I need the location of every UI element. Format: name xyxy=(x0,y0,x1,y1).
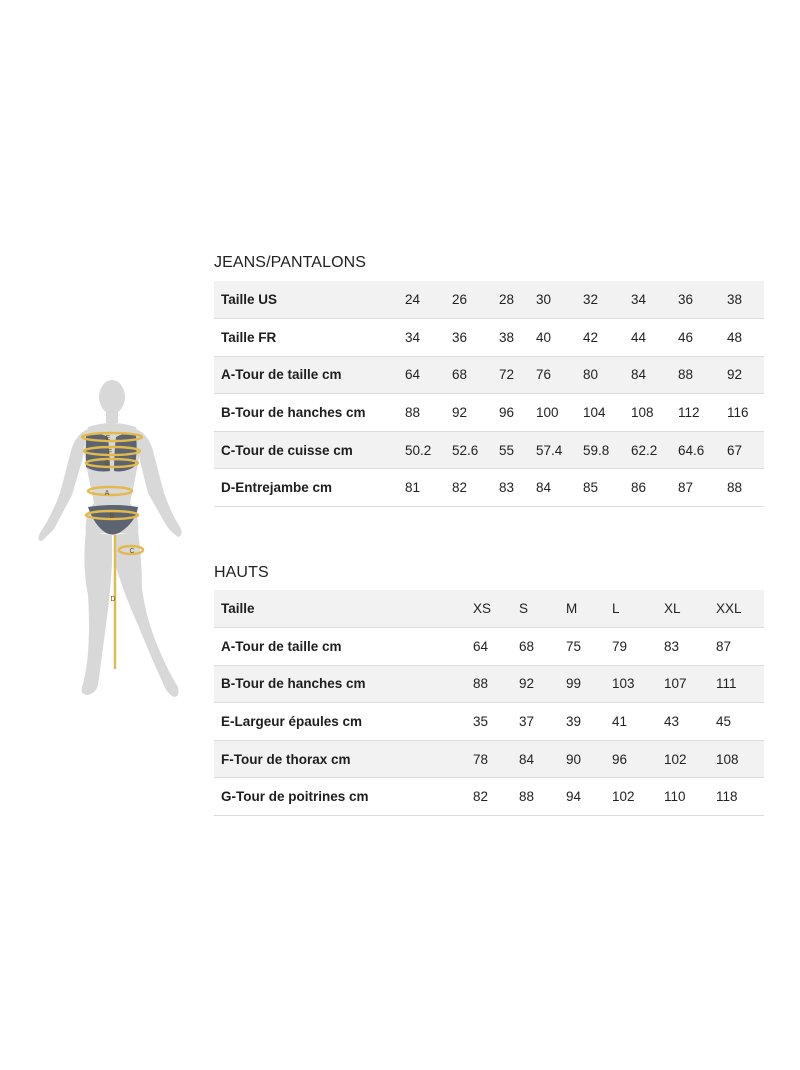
table-cell: 83 xyxy=(499,480,515,496)
table-cell: 88 xyxy=(519,789,535,805)
table-cell: 96 xyxy=(612,751,628,767)
table-cell: 68 xyxy=(452,367,468,383)
table-cell: 30 xyxy=(536,292,552,308)
table-cell: 90 xyxy=(566,751,582,767)
table-cell: 108 xyxy=(716,751,739,767)
table-row xyxy=(214,778,764,816)
body-measurement-figure xyxy=(30,375,190,705)
table-cell: 87 xyxy=(678,480,694,496)
marker-d: D xyxy=(110,596,116,603)
row-label: B-Tour de hanches cm xyxy=(221,405,366,421)
table-cell: 67 xyxy=(727,442,743,458)
table-row xyxy=(214,356,764,394)
table-cell: 103 xyxy=(612,676,635,692)
table-cell: 88 xyxy=(473,676,489,692)
marker-c: C xyxy=(129,548,135,555)
table-cell: 102 xyxy=(664,751,687,767)
table-cell: 102 xyxy=(612,789,635,805)
table-cell: 88 xyxy=(405,405,421,421)
table-row xyxy=(214,319,764,357)
table-cell: 34 xyxy=(405,329,421,345)
table-row xyxy=(214,394,764,432)
jeans-size-table xyxy=(214,281,764,507)
row-label: F-Tour de thorax cm xyxy=(221,751,351,767)
table-cell: M xyxy=(566,601,578,617)
row-label: Taille US xyxy=(221,292,278,308)
table-cell: 82 xyxy=(473,789,489,805)
table-cell: 76 xyxy=(536,367,552,383)
table-row xyxy=(214,590,764,628)
table-cell: 50.2 xyxy=(405,442,432,458)
table-cell: S xyxy=(519,601,529,617)
table-cell: 35 xyxy=(473,714,489,730)
table-cell: 87 xyxy=(716,638,732,654)
table-cell: XS xyxy=(473,601,492,617)
table-cell: XL xyxy=(664,601,681,617)
table-row xyxy=(214,469,764,507)
table-row xyxy=(214,281,764,319)
table-cell: 24 xyxy=(405,292,421,308)
table-cell: 59.8 xyxy=(583,442,610,458)
table-cell: 72 xyxy=(499,367,515,383)
table-cell: 37 xyxy=(519,714,535,730)
table-cell: 112 xyxy=(678,405,700,421)
marker-f: F xyxy=(107,449,113,456)
row-label: B-Tour de hanches cm xyxy=(221,676,366,692)
table-cell: 116 xyxy=(727,405,749,421)
row-label: C-Tour de cuisse cm xyxy=(221,442,353,458)
hauts-section-title: HAUTS xyxy=(214,564,269,581)
table-cell: 88 xyxy=(678,367,694,383)
table-cell: 46 xyxy=(678,329,694,345)
table-cell: 32 xyxy=(583,292,599,308)
row-label: Taille FR xyxy=(221,329,277,345)
table-cell: 26 xyxy=(452,292,468,308)
table-cell: 92 xyxy=(727,367,743,383)
table-cell: 85 xyxy=(583,480,599,496)
table-cell: 64 xyxy=(405,367,421,383)
marker-b: B xyxy=(109,513,115,520)
row-label: E-Largeur épaules cm xyxy=(221,714,363,730)
table-cell: 86 xyxy=(631,480,647,496)
table-cell: 94 xyxy=(566,789,582,805)
body-silhouette xyxy=(38,380,181,697)
table-cell: 107 xyxy=(664,676,687,692)
table-cell: 39 xyxy=(566,714,582,730)
table-row xyxy=(214,628,764,666)
row-label: D-Entrejambe cm xyxy=(221,480,333,496)
marker-a: A xyxy=(104,490,110,497)
table-cell: 104 xyxy=(583,405,606,421)
table-cell: 52.6 xyxy=(452,442,479,458)
table-cell: 81 xyxy=(405,480,421,496)
table-cell: 118 xyxy=(716,789,738,805)
table-cell: 84 xyxy=(631,367,647,383)
table-cell: 110 xyxy=(664,789,686,805)
table-cell: 78 xyxy=(473,751,489,767)
table-row xyxy=(214,665,764,703)
table-cell: 64.6 xyxy=(678,442,705,458)
table-cell: XXL xyxy=(716,601,742,617)
table-cell: 38 xyxy=(727,292,743,308)
table-cell: 83 xyxy=(664,638,680,654)
table-cell: 36 xyxy=(452,329,468,345)
table-cell: 34 xyxy=(631,292,647,308)
table-cell: 68 xyxy=(519,638,535,654)
table-cell: 38 xyxy=(499,329,515,345)
table-cell: 28 xyxy=(499,292,515,308)
row-label: A-Tour de taille cm xyxy=(221,638,342,654)
table-cell: 84 xyxy=(536,480,552,496)
marker-g: G xyxy=(104,460,110,467)
table-cell: 84 xyxy=(519,751,535,767)
table-cell: 44 xyxy=(631,329,647,345)
table-row xyxy=(214,740,764,778)
table-cell: 43 xyxy=(664,714,680,730)
table-cell: 40 xyxy=(536,329,552,345)
table-cell: 41 xyxy=(612,714,628,730)
table-cell: 75 xyxy=(566,638,582,654)
table-cell: 62.2 xyxy=(631,442,658,458)
table-cell: 57.4 xyxy=(536,442,563,458)
table-cell: 100 xyxy=(536,405,559,421)
table-cell: 82 xyxy=(452,480,468,496)
table-cell: 36 xyxy=(678,292,694,308)
table-row xyxy=(214,703,764,741)
table-cell: 48 xyxy=(727,329,743,345)
table-cell: 111 xyxy=(716,676,737,692)
jeans-section-title: JEANS/PANTALONS xyxy=(214,254,367,271)
table-cell: 80 xyxy=(583,367,599,383)
row-label: A-Tour de taille cm xyxy=(221,367,342,383)
table-cell: 96 xyxy=(499,405,515,421)
table-cell: 42 xyxy=(583,329,599,345)
table-cell: 99 xyxy=(566,676,582,692)
table-cell: 64 xyxy=(473,638,489,654)
row-label: G-Tour de poitrines cm xyxy=(221,789,369,805)
row-label: Taille xyxy=(221,601,255,617)
table-cell: 92 xyxy=(452,405,468,421)
marker-e: E xyxy=(105,435,111,442)
table-row xyxy=(214,431,764,469)
table-cell: 55 xyxy=(499,442,515,458)
table-cell: 45 xyxy=(716,714,732,730)
table-cell: 108 xyxy=(631,405,654,421)
table-cell: L xyxy=(612,601,620,617)
hauts-size-table xyxy=(214,590,764,816)
table-cell: 88 xyxy=(727,480,743,496)
table-cell: 79 xyxy=(612,638,628,654)
table-cell: 92 xyxy=(519,676,535,692)
